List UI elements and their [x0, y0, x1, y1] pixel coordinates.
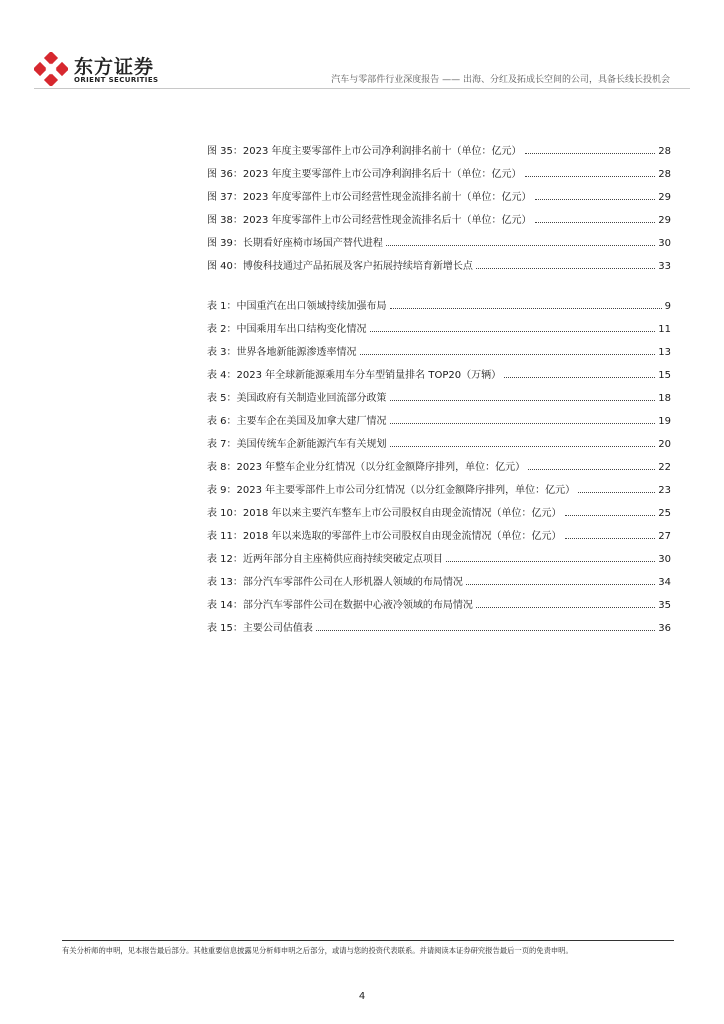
header-divider: [34, 88, 690, 89]
toc-table-entry[interactable]: [207, 611, 671, 634]
toc-table-entry[interactable]: [207, 289, 671, 312]
dot-leader: [525, 175, 656, 177]
toc-table-entry-label: 表 11：2018 年以来选取的零部件上市公司股权自由现金流情况（单位：亿元）: [207, 531, 562, 542]
toc-table-entry-page: 36: [658, 623, 671, 634]
dot-leader: [390, 307, 662, 309]
toc-table-entry-page: 34: [658, 577, 671, 588]
toc-figure-entry[interactable]: [207, 203, 671, 226]
table-list: [207, 289, 671, 634]
toc-figure-entry[interactable]: [207, 249, 671, 272]
dot-leader: [476, 267, 655, 269]
orient-securities-logo-icon: [34, 52, 68, 86]
toc-table-entry-label: 表 15：主要公司估值表: [207, 623, 313, 634]
toc-table-entry[interactable]: [207, 312, 671, 335]
toc-table-entry[interactable]: [207, 588, 671, 611]
toc-figure-entry[interactable]: [207, 134, 671, 157]
toc-figure-entry[interactable]: [207, 226, 671, 249]
toc-table-entry-page: 11: [658, 324, 671, 335]
toc-table-entry-page: 30: [658, 554, 671, 565]
toc-table-entry-label: 表 2：中国乘用车出口结构变化情况: [207, 324, 367, 335]
toc-table-entry-page: 23: [658, 485, 671, 496]
toc-table-entry-page: 20: [658, 439, 671, 450]
toc-table-entry-page: 25: [658, 508, 671, 519]
toc-figure-entry-page: 29: [658, 192, 671, 203]
dot-leader: [316, 629, 655, 631]
toc-figure-entry-label: 图 38：2023 年度零部件上市公司经营性现金流排名后十（单位：亿元）: [207, 215, 532, 226]
dot-leader: [528, 468, 655, 470]
toc-table-entry[interactable]: [207, 450, 671, 473]
toc-figure-entry-label: 图 36：2023 年度主要零部件上市公司净利润排名后十（单位：亿元）: [207, 169, 522, 180]
toc-table-entry-label: 表 12：近两年部分自主座椅供应商持续突破定点项目: [207, 554, 443, 565]
toc-table-entry[interactable]: [207, 542, 671, 565]
toc-table-entry-label: 表 7：美国传统车企新能源汽车有关规划: [207, 439, 387, 450]
page-number: 4: [358, 991, 366, 1002]
footer-divider: [62, 940, 674, 941]
toc-table-entry[interactable]: [207, 427, 671, 450]
toc-table-entry-label: 表 14：部分汽车零部件公司在数据中心液冷领域的布局情况: [207, 600, 473, 611]
toc-figure-entry-label: 图 39：长期看好座椅市场国产替代进程: [207, 238, 383, 249]
dot-leader: [504, 376, 655, 378]
dot-leader: [535, 198, 656, 200]
toc-figure-entry-page: 28: [658, 146, 671, 157]
dot-leader: [565, 537, 656, 539]
dot-leader: [476, 606, 655, 608]
toc-table-entry[interactable]: [207, 335, 671, 358]
footer-disclaimer: 有关分析师的申明，见本报告最后部分。其他重要信息披露见分析师申明之后部分，或请与您的投资代表联系。并请阅读本证券研究报告最后一页的免责申明。: [62, 946, 573, 955]
toc-table-entry[interactable]: [207, 381, 671, 404]
toc-table-entry[interactable]: [207, 519, 671, 542]
toc-table-entry-label: 表 1：中国重汽在出口领域持续加强布局: [207, 301, 387, 312]
toc-table-entry-label: 表 8：2023 年整车企业分红情况（以分红金额降序排列，单位：亿元）: [207, 462, 526, 473]
toc-table-entry-label: 表 6：主要车企在美国及加拿大建厂情况: [207, 416, 387, 427]
toc-table-entry-page: 15: [658, 370, 671, 381]
toc-figure-entry-page: 29: [658, 215, 671, 226]
dot-leader: [466, 583, 655, 585]
toc-figure-entry[interactable]: [207, 180, 671, 203]
toc-table-entry-page: 9: [664, 301, 671, 312]
toc-table-entry-page: 27: [658, 531, 671, 542]
dot-leader: [390, 422, 656, 424]
dot-leader: [386, 244, 655, 246]
toc-figure-entry-page: 28: [658, 169, 671, 180]
dot-leader: [390, 399, 656, 401]
toc-table-entry[interactable]: [207, 473, 671, 496]
toc-figure-entry-page: 30: [658, 238, 671, 249]
toc-table-entry-page: 19: [658, 416, 671, 427]
toc-figure-entry-page: 33: [658, 261, 671, 272]
toc-table-entry-label: 表 3：世界各地新能源渗透率情况: [207, 347, 357, 358]
toc-table-entry-label: 表 13：部分汽车零部件公司在人形机器人领域的布局情况: [207, 577, 463, 588]
dot-leader: [525, 152, 656, 154]
toc-table-entry-page: 22: [658, 462, 671, 473]
logo-english-name: ORIENT SECURITIES: [74, 76, 159, 84]
toc-table-entry-page: 18: [658, 393, 671, 404]
toc-table-entry-page: 13: [658, 347, 671, 358]
dot-leader: [578, 491, 655, 493]
dot-leader: [535, 221, 656, 223]
toc-table-entry-label: 表 10：2018 年以来主要汽车整车上市公司股权自由现金流情况（单位：亿元）: [207, 508, 562, 519]
toc-figure-entry-label: 图 40：博俊科技通过产品拓展及客户拓展持续培育新增长点: [207, 261, 473, 272]
figure-list: [207, 134, 671, 272]
dot-leader: [370, 330, 656, 332]
dot-leader: [565, 514, 656, 516]
dot-leader: [360, 353, 656, 355]
toc-table-entry[interactable]: [207, 358, 671, 381]
toc-table-entry[interactable]: [207, 404, 671, 427]
toc-figure-entry[interactable]: [207, 157, 671, 180]
toc-figure-entry-label: 图 37：2023 年度零部件上市公司经营性现金流排名前十（单位：亿元）: [207, 192, 532, 203]
dot-leader: [390, 445, 656, 447]
toc-table-entry-label: 表 5：美国政府有关制造业回流部分政策: [207, 393, 387, 404]
toc-table-entry-label: 表 9：2023 年主要零部件上市公司分红情况（以分红金额降序排列，单位：亿元）: [207, 485, 576, 496]
dot-leader: [446, 560, 655, 562]
company-logo: [34, 50, 159, 86]
logo-chinese-name: 东方证券: [74, 56, 155, 78]
toc-table-entry-page: 35: [658, 600, 671, 611]
toc-figure-entry-label: 图 35：2023 年度主要零部件上市公司净利润排名前十（单位：亿元）: [207, 146, 522, 157]
toc-table-entry-label: 表 4：2023 年全球新能源乘用车分车型销量排名 TOP20（万辆）: [207, 370, 502, 381]
toc-table-entry[interactable]: [207, 496, 671, 519]
report-title: 汽车与零部件行业深度报告 —— 出海、分红及拓成长空间的公司，具备长线长投机会: [331, 75, 670, 85]
toc-table-entry[interactable]: [207, 565, 671, 588]
